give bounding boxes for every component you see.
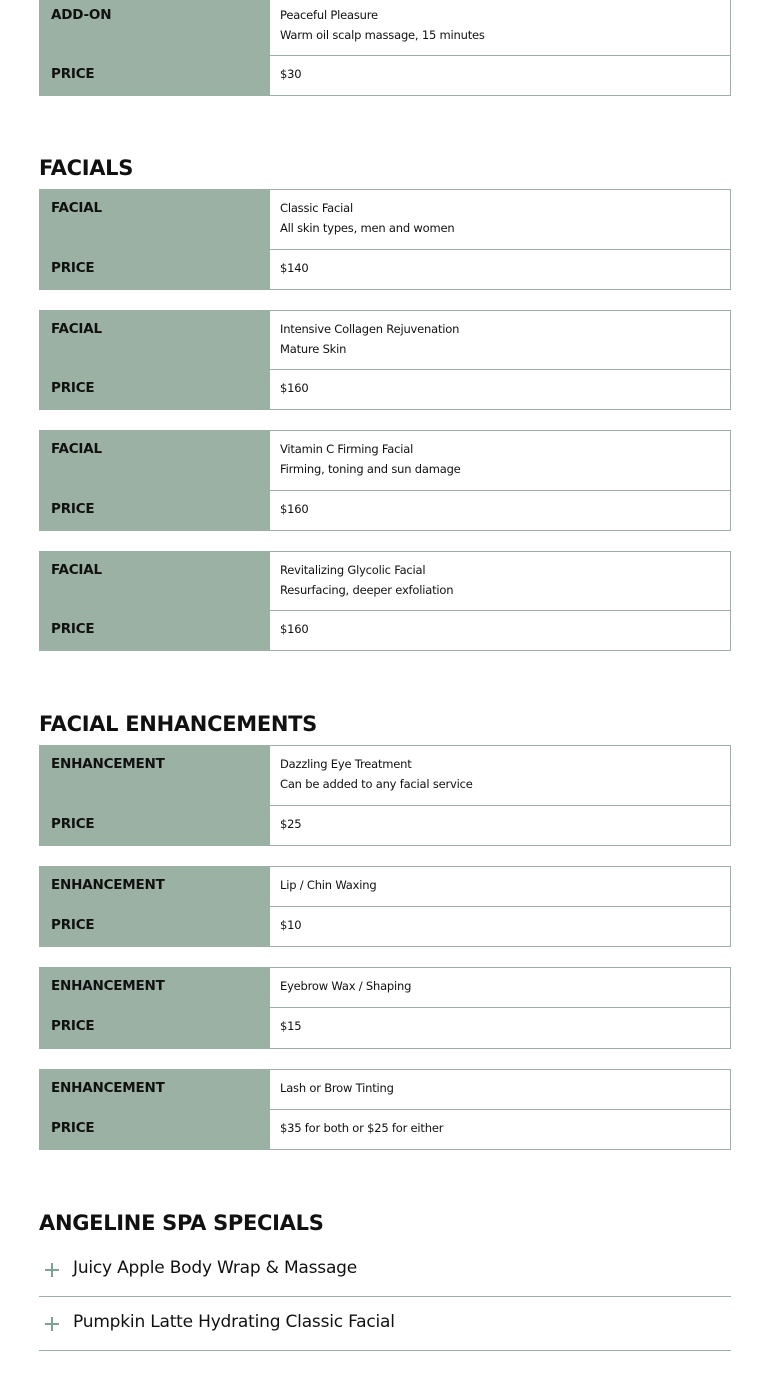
service-table-addon (39, 0, 731, 96)
price-value: $25 (270, 806, 731, 846)
service-description: Warm oil scalp massage, 15 minutes (280, 27, 485, 42)
plus-icon (45, 1317, 59, 1331)
section-heading-enhancements: FACIAL ENHANCEMENTS (39, 712, 318, 736)
section-heading-facials: FACIALS (39, 156, 134, 180)
price-label: PRICE (40, 907, 270, 947)
service-type-label: ADD-ON (40, 0, 270, 56)
price-label: PRICE (40, 1008, 270, 1049)
price-value: $15 (270, 1008, 731, 1049)
price-value: $140 (270, 250, 731, 290)
price-value: $160 (270, 611, 731, 651)
service-details (270, 552, 731, 611)
price-value: $30 (270, 56, 731, 96)
service-type-label: FACIAL (40, 431, 270, 491)
service-name: Vitamin C Firming Facial (280, 442, 414, 456)
service-type-label: ENHANCEMENT (40, 746, 270, 806)
service-name: Lip / Chin Waxing (280, 878, 377, 892)
service-details (270, 1070, 731, 1110)
service-details (270, 746, 731, 806)
service-table-enhancement (39, 866, 731, 947)
service-details (270, 431, 731, 491)
service-name: Intensive Collagen Rejuvenation (280, 322, 460, 336)
service-table-facial (39, 189, 731, 290)
plus-icon (45, 1263, 59, 1277)
service-type-label: FACIAL (40, 311, 270, 370)
service-type-label: ENHANCEMENT (40, 867, 270, 907)
service-details (270, 867, 731, 907)
price-label: PRICE (40, 806, 270, 846)
service-table-enhancement (39, 1069, 731, 1150)
accordion-item-pumpkin-latte[interactable] (39, 1297, 731, 1351)
service-type-label: FACIAL (40, 190, 270, 250)
service-description: Mature Skin (280, 341, 347, 356)
price-label: PRICE (40, 56, 270, 96)
service-details (270, 190, 731, 250)
service-name: Dazzling Eye Treatment (280, 757, 412, 771)
price-label: PRICE (40, 491, 270, 531)
section-heading-specials: ANGELINE SPA SPECIALS (39, 1211, 324, 1235)
accordion-title: Pumpkin Latte Hydrating Classic Facial (73, 1312, 395, 1332)
service-type-label: ENHANCEMENT (40, 1070, 270, 1110)
service-description: Resurfacing, deeper exfoliation (280, 582, 454, 597)
price-value: $35 for both or $25 for either (270, 1110, 731, 1150)
service-type-label: FACIAL (40, 552, 270, 611)
accordion-item-juicy-apple[interactable] (39, 1243, 731, 1297)
service-description: Firming, toning and sun damage (280, 461, 461, 476)
service-details (270, 311, 731, 370)
service-type-label: ENHANCEMENT (40, 968, 270, 1008)
service-description: All skin types, men and women (280, 220, 455, 235)
service-name: Revitalizing Glycolic Facial (280, 563, 426, 577)
service-table-facial (39, 430, 731, 531)
service-table-enhancement (39, 967, 731, 1049)
service-details (270, 0, 731, 56)
price-value: $160 (270, 491, 731, 531)
service-name: Lash or Brow Tinting (280, 1081, 394, 1095)
price-label: PRICE (40, 1110, 270, 1150)
service-details (270, 968, 731, 1008)
price-value: $160 (270, 370, 731, 410)
accordion-title: Juicy Apple Body Wrap & Massage (73, 1258, 358, 1278)
service-table-facial (39, 551, 731, 651)
service-name: Classic Facial (280, 201, 353, 215)
price-label: PRICE (40, 370, 270, 410)
price-label: PRICE (40, 250, 270, 290)
service-table-facial (39, 310, 731, 410)
service-table-enhancement (39, 745, 731, 846)
service-description: Can be added to any facial service (280, 776, 473, 791)
price-value: $10 (270, 907, 731, 947)
service-name: Eyebrow Wax / Shaping (280, 979, 412, 993)
price-label: PRICE (40, 611, 270, 651)
service-name: Peaceful Pleasure (280, 8, 378, 22)
